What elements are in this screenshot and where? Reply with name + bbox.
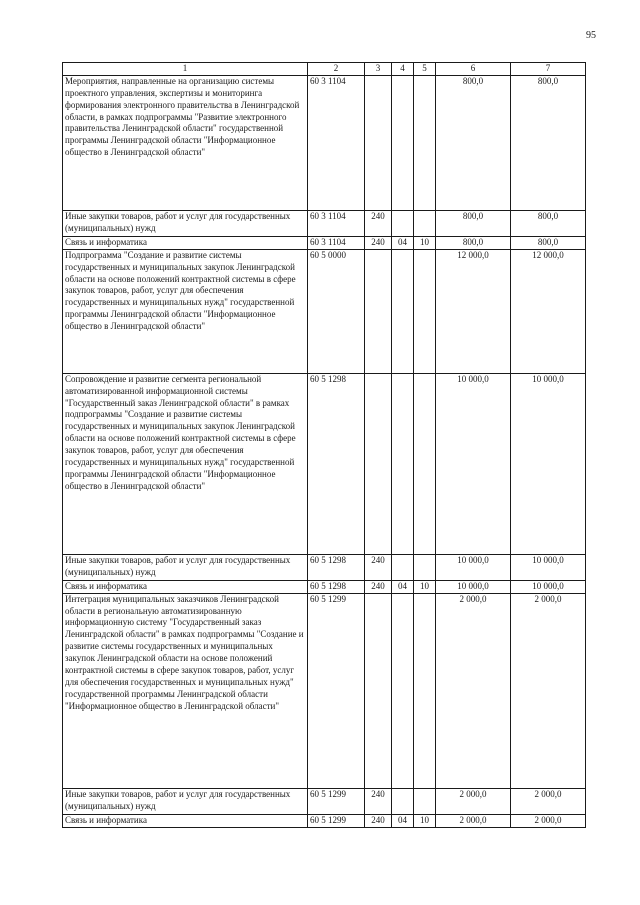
- row-target-code: 60 5 1299: [308, 788, 365, 814]
- row-subsection: [414, 788, 436, 814]
- row-target-code: 60 3 1104: [308, 210, 365, 236]
- header-cell-3: 3: [365, 63, 392, 76]
- row-section: [392, 788, 414, 814]
- table-row: [63, 593, 586, 788]
- row-subsection: [414, 75, 436, 210]
- row-amount-col7: 12 000,0: [511, 249, 586, 373]
- row-target-code: 60 5 1299: [308, 814, 365, 827]
- row-section: [392, 210, 414, 236]
- row-subsection: [414, 373, 436, 554]
- row-amount-col7: 10 000,0: [511, 580, 586, 593]
- row-section: 04: [392, 814, 414, 827]
- header-cell-2: 2: [308, 63, 365, 76]
- row-description: Интеграция муниципальных заказчиков Ленинградской области в региональную автоматизированную информационную систему "Государственный заказ Ленинградской области" в рамках подпрограммы "Создание и развитие системы государственных и муниципальных закупок Ленинградской области на основе положений контрактной системы в сфере закупок товаров, работ, услуг для обеспечения государственных и муниципальных нужд" государственной программы Ленинградской области "Информационное общество в Ленинградской области": [63, 593, 308, 788]
- table-row: [63, 373, 586, 554]
- row-subsection: [414, 593, 436, 788]
- table-row: [63, 75, 586, 210]
- row-target-code: 60 5 1298: [308, 373, 365, 554]
- row-expense-type: [365, 593, 392, 788]
- row-expense-type: 240: [365, 236, 392, 249]
- row-section: [392, 593, 414, 788]
- row-description: Иные закупки товаров, работ и услуг для государственных (муниципальных) нужд: [63, 210, 308, 236]
- row-amount-col7: 2 000,0: [511, 593, 586, 788]
- row-subsection: 10: [414, 236, 436, 249]
- row-section: [392, 373, 414, 554]
- row-amount-col6: 2 000,0: [436, 788, 511, 814]
- budget-table: [62, 62, 586, 828]
- row-amount-col7: 2 000,0: [511, 814, 586, 827]
- table-row: [63, 236, 586, 249]
- row-amount-col7: 800,0: [511, 236, 586, 249]
- row-description: Связь и информатика: [63, 236, 308, 249]
- row-section: 04: [392, 580, 414, 593]
- row-section: [392, 554, 414, 580]
- row-amount-col7: 2 000,0: [511, 788, 586, 814]
- row-amount-col6: 10 000,0: [436, 580, 511, 593]
- table-row: [63, 554, 586, 580]
- row-amount-col6: 800,0: [436, 75, 511, 210]
- row-target-code: 60 5 0000: [308, 249, 365, 373]
- row-subsection: 10: [414, 580, 436, 593]
- header-cell-5: 5: [414, 63, 436, 76]
- row-expense-type: 240: [365, 814, 392, 827]
- header-row: [63, 63, 586, 76]
- row-amount-col6: 2 000,0: [436, 814, 511, 827]
- row-amount-col6: 2 000,0: [436, 593, 511, 788]
- row-expense-type: 240: [365, 210, 392, 236]
- row-expense-type: [365, 75, 392, 210]
- row-amount-col6: 10 000,0: [436, 554, 511, 580]
- row-amount-col6: 800,0: [436, 210, 511, 236]
- row-description: Сопровождение и развитие сегмента региональной автоматизированной информационной системы "Государственный заказ Ленинградской области" в рамках подпрограммы "Создание и развитие системы государственных и муниципальных закупок Ленинградской области на основе положений контрактной системы в сфере закупок товаров, работ, услуг для обеспечения государственных и муниципальных нужд" государственной программы Ленинградской области "Информационное общество в Ленинградской области": [63, 373, 308, 554]
- header-cell-6: 6: [436, 63, 511, 76]
- row-subsection: [414, 554, 436, 580]
- row-amount-col7: 10 000,0: [511, 554, 586, 580]
- row-target-code: 60 3 1104: [308, 75, 365, 210]
- row-description: Связь и информатика: [63, 580, 308, 593]
- row-target-code: 60 5 1298: [308, 554, 365, 580]
- table-row: [63, 788, 586, 814]
- row-section: [392, 249, 414, 373]
- header-cell-7: 7: [511, 63, 586, 76]
- row-target-code: 60 5 1299: [308, 593, 365, 788]
- row-description: Подпрограмма "Создание и развитие системы государственных и муниципальных закупок Ленинградской области на основе положений контрактной системы в сфере закупок товаров, работ, услуг для обеспечения государственных и муниципальных нужд" государственной программы Ленинградской области "Информационное общество в Ленинградской области": [63, 249, 308, 373]
- row-amount-col6: 10 000,0: [436, 373, 511, 554]
- row-expense-type: [365, 373, 392, 554]
- table-row: [63, 814, 586, 827]
- row-amount-col7: 800,0: [511, 75, 586, 210]
- row-description: Связь и информатика: [63, 814, 308, 827]
- row-subsection: [414, 249, 436, 373]
- row-description: Иные закупки товаров, работ и услуг для государственных (муниципальных) нужд: [63, 554, 308, 580]
- header-cell-4: 4: [392, 63, 414, 76]
- row-expense-type: 240: [365, 554, 392, 580]
- table-row: [63, 580, 586, 593]
- row-amount-col6: 800,0: [436, 236, 511, 249]
- row-expense-type: [365, 249, 392, 373]
- row-expense-type: 240: [365, 788, 392, 814]
- page-number: 95: [586, 30, 596, 41]
- row-subsection: 10: [414, 814, 436, 827]
- row-amount-col6: 12 000,0: [436, 249, 511, 373]
- row-expense-type: 240: [365, 580, 392, 593]
- table-row: [63, 249, 586, 373]
- row-amount-col7: 800,0: [511, 210, 586, 236]
- table-row: [63, 210, 586, 236]
- row-description: Мероприятия, направленные на организацию системы проектного управления, экспертизы и мониторинга формирования электронного правительства в Ленинградской области, в рамках подпрограммы "Развитие электронного правительства Ленинградской области" государственной программы Ленинградской области "Информационное общество в Ленинградской области": [63, 75, 308, 210]
- header-cell-1: 1: [63, 63, 308, 76]
- row-subsection: [414, 210, 436, 236]
- row-amount-col7: 10 000,0: [511, 373, 586, 554]
- row-target-code: 60 3 1104: [308, 236, 365, 249]
- row-section: 04: [392, 236, 414, 249]
- row-section: [392, 75, 414, 210]
- row-description: Иные закупки товаров, работ и услуг для государственных (муниципальных) нужд: [63, 788, 308, 814]
- row-target-code: 60 5 1298: [308, 580, 365, 593]
